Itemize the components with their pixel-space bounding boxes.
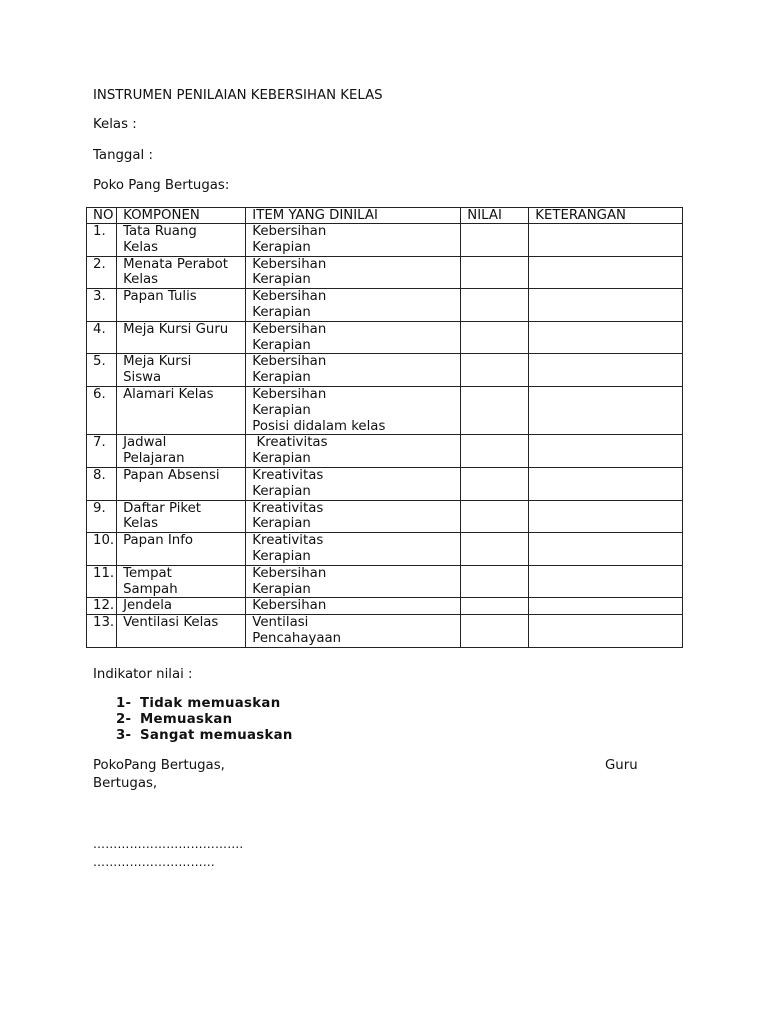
indikator-text: Memuaskan [140, 712, 233, 727]
row-nilai-cell[interactable] [461, 386, 529, 434]
indikator-list [116, 696, 293, 744]
komponen-line: Ventilasi Kelas [123, 615, 219, 631]
item-line: Kebersihan [252, 386, 327, 402]
indikator-number: 3- [116, 728, 132, 743]
table-row [87, 565, 683, 598]
komponen-line: Pelajaran [123, 451, 185, 467]
row-keterangan-cell[interactable] [529, 354, 683, 387]
row-number: 3. [87, 289, 117, 322]
row-items [246, 435, 461, 468]
indikator-number: 2- [116, 712, 132, 727]
item-line: Kerapian [252, 239, 311, 255]
row-nilai-cell[interactable] [461, 598, 529, 615]
table-row [87, 615, 683, 648]
table-row [87, 435, 683, 468]
indikator-text: Tidak memuaskan [140, 696, 281, 711]
row-nilai-cell[interactable] [461, 224, 529, 257]
row-keterangan-cell[interactable] [529, 467, 683, 500]
signature-right-label: Guru [605, 758, 638, 773]
table-row [87, 500, 683, 533]
table-body [87, 224, 683, 648]
kelas-label: Kelas : [93, 117, 137, 132]
indikator-label: Indikator nilai : [93, 667, 193, 682]
row-komponen [117, 565, 246, 598]
row-items [246, 289, 461, 322]
row-komponen [117, 615, 246, 648]
row-komponen [117, 354, 246, 387]
row-items [246, 321, 461, 354]
row-komponen [117, 435, 246, 468]
komponen-line: Siswa [123, 370, 162, 386]
table-row [87, 321, 683, 354]
indikator-item [116, 696, 293, 712]
row-items [246, 467, 461, 500]
item-line: Ventilasi [252, 615, 309, 631]
row-nilai-cell[interactable] [461, 615, 529, 648]
item-line: Kerapian [252, 451, 311, 467]
row-keterangan-cell[interactable] [529, 435, 683, 468]
row-nilai-cell[interactable] [461, 533, 529, 566]
item-line: Kebersihan [252, 224, 327, 239]
komponen-line: Papan Info [123, 533, 194, 549]
signature-line-left: ………………………………. [93, 837, 244, 851]
table-row [87, 467, 683, 500]
komponen-line: Menata Perabot [123, 256, 229, 272]
indikator-item [116, 712, 293, 728]
komponen-line: Alamari Kelas [123, 386, 214, 402]
signature-line-right: ………………………… [93, 855, 215, 869]
row-items [246, 224, 461, 257]
document-title: INSTRUMEN PENILAIAN KEBERSIHAN KELAS [93, 88, 383, 103]
row-number: 6. [87, 386, 117, 434]
indikator-text: Sangat memuaskan [140, 728, 293, 743]
komponen-line: Kelas [123, 239, 159, 255]
header-item: ITEM YANG DINILAI [246, 208, 461, 224]
item-line: Kerapian [252, 402, 311, 418]
signature-left-label: PokoPang Bertugas, [93, 758, 225, 773]
row-number: 1. [87, 224, 117, 257]
indikator-item [116, 728, 293, 744]
komponen-line: Papan Tulis [123, 289, 197, 305]
item-line: Kerapian [252, 337, 311, 353]
item-line: Kebersihan [252, 256, 327, 272]
row-items [246, 354, 461, 387]
row-nilai-cell[interactable] [461, 435, 529, 468]
row-number: 12. [87, 598, 117, 615]
row-number: 9. [87, 500, 117, 533]
item-line: Kreativitas [252, 533, 324, 549]
item-line: Kerapian [252, 581, 311, 597]
row-komponen [117, 289, 246, 322]
row-keterangan-cell[interactable] [529, 289, 683, 322]
table-row [87, 533, 683, 566]
row-keterangan-cell[interactable] [529, 565, 683, 598]
row-items [246, 386, 461, 434]
item-line: Kebersihan [252, 289, 327, 305]
row-nilai-cell[interactable] [461, 256, 529, 289]
signature-wrap-label: Bertugas, [93, 776, 158, 791]
item-line: Kebersihan [252, 598, 327, 614]
komponen-line: Kelas [123, 516, 159, 532]
header-komponen: KOMPONEN [117, 208, 246, 224]
table-row [87, 256, 683, 289]
row-nilai-cell[interactable] [461, 354, 529, 387]
row-number: 8. [87, 467, 117, 500]
row-komponen [117, 256, 246, 289]
komponen-line: Tata Ruang [123, 224, 197, 239]
row-keterangan-cell[interactable] [529, 500, 683, 533]
row-number: 7. [87, 435, 117, 468]
row-number: 4. [87, 321, 117, 354]
row-items [246, 598, 461, 615]
indikator-number: 1- [116, 696, 132, 711]
row-items [246, 565, 461, 598]
table-header-row [87, 208, 683, 224]
komponen-line: Sampah [123, 581, 178, 597]
header-no: NO [87, 208, 117, 224]
assessment-table [86, 207, 683, 648]
item-line: Kebersihan [252, 354, 327, 370]
header-keterangan: KETERANGAN [529, 208, 683, 224]
row-komponen [117, 533, 246, 566]
row-items [246, 500, 461, 533]
item-line: Kerapian [252, 370, 311, 386]
row-keterangan-cell[interactable] [529, 598, 683, 615]
row-komponen [117, 500, 246, 533]
poko-label: Poko Pang Bertugas: [93, 178, 230, 193]
item-line: Pencahayaan [252, 630, 342, 646]
tanggal-label: Tanggal : [93, 148, 153, 163]
item-line: Kerapian [252, 516, 311, 532]
komponen-line: Meja Kursi [123, 354, 192, 370]
row-komponen [117, 598, 246, 615]
row-keterangan-cell[interactable] [529, 224, 683, 257]
item-line: Posisi didalam kelas [252, 418, 386, 434]
row-number: 10. [87, 533, 117, 566]
komponen-line: Jadwal [123, 435, 167, 451]
row-nilai-cell[interactable] [461, 289, 529, 322]
row-items [246, 533, 461, 566]
table-row [87, 386, 683, 434]
item-line: Kerapian [252, 548, 311, 564]
row-nilai-cell[interactable] [461, 565, 529, 598]
row-number: 2. [87, 256, 117, 289]
item-line: Kebersihan [252, 321, 327, 337]
table-row [87, 289, 683, 322]
row-keterangan-cell[interactable] [529, 386, 683, 434]
row-komponen [117, 467, 246, 500]
table-row [87, 224, 683, 257]
komponen-line: Kelas [123, 272, 159, 288]
item-line: Kerapian [252, 483, 311, 499]
item-line: Kreativitas [252, 467, 324, 483]
row-keterangan-cell[interactable] [529, 256, 683, 289]
row-number: 5. [87, 354, 117, 387]
item-line: Kreativitas [252, 435, 328, 451]
row-number: 11. [87, 565, 117, 598]
komponen-line: Papan Absensi [123, 467, 220, 483]
row-items [246, 615, 461, 648]
item-line: Kebersihan [252, 565, 327, 581]
row-nilai-cell[interactable] [461, 500, 529, 533]
row-komponen [117, 386, 246, 434]
row-keterangan-cell[interactable] [529, 615, 683, 648]
table-row [87, 598, 683, 615]
item-line: Kreativitas [252, 500, 324, 516]
row-number: 13. [87, 615, 117, 648]
item-line: Kerapian [252, 272, 311, 288]
komponen-line: Meja Kursi Guru [123, 321, 229, 337]
table-row [87, 354, 683, 387]
row-keterangan-cell[interactable] [529, 321, 683, 354]
row-keterangan-cell[interactable] [529, 533, 683, 566]
row-komponen [117, 321, 246, 354]
komponen-line: Jendela [123, 598, 173, 614]
komponen-line: Daftar Piket [123, 500, 202, 516]
row-nilai-cell[interactable] [461, 321, 529, 354]
row-nilai-cell[interactable] [461, 467, 529, 500]
komponen-line: Tempat [123, 565, 172, 581]
item-line: Kerapian [252, 304, 311, 320]
row-items [246, 256, 461, 289]
row-komponen [117, 224, 246, 257]
header-nilai: NILAI [461, 208, 529, 224]
